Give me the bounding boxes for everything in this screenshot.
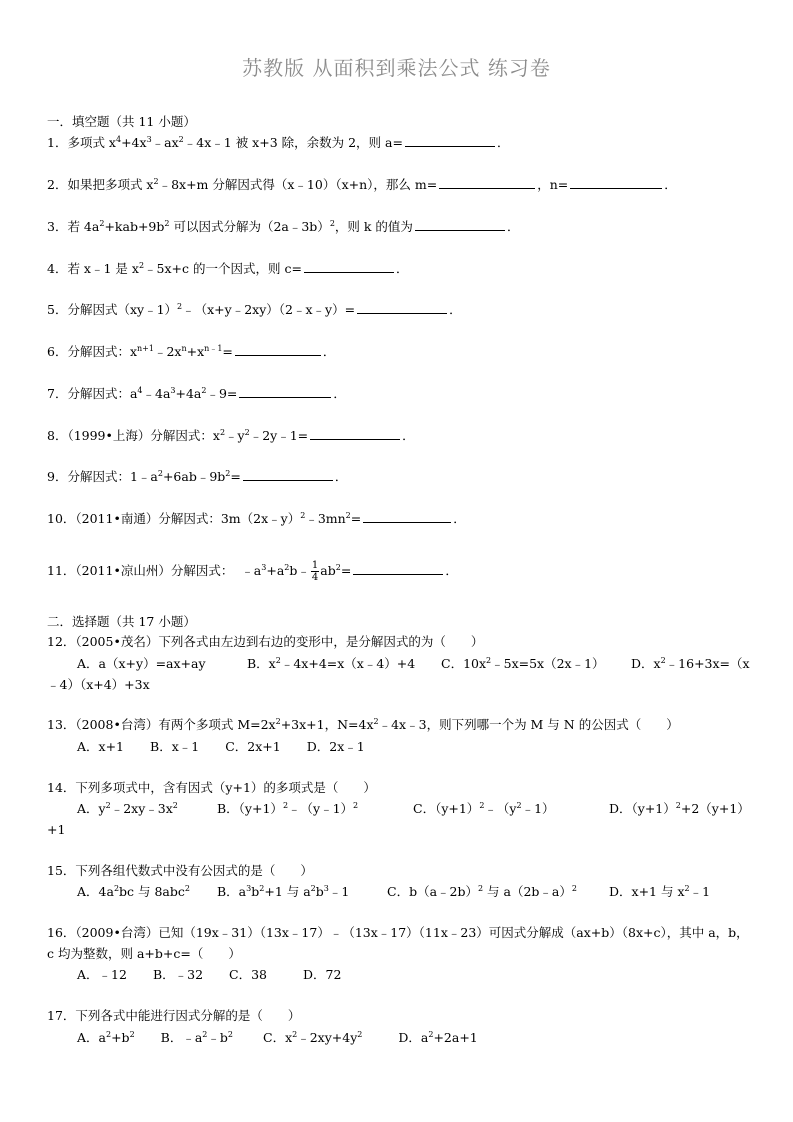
- option-12d: D．$x^2﹣16+3x=(x$: [631, 655, 750, 671]
- option-15b: B．$a^3b^2+1$ 与 $a^2b^3﹣1$: [217, 883, 350, 899]
- option-14d: D．$(y+1)^2+2(y+1)$: [609, 800, 750, 816]
- question-15-options: [77, 884, 710, 900]
- question-11: 11．（2011•凉山州）分解因式： $﹣a^3+a^2b﹣$ $\frac{1}{4}$ $ab^2=$ ．: [47, 560, 458, 583]
- option-15d: D．x+1 与 $x^2﹣1$: [609, 883, 711, 899]
- question-10: 10．（2011•南通）分解因式：$3m(2x﹣y)^2﹣3mn^2=$ ．: [47, 510, 466, 526]
- option-14c: C．$(y+1)^2﹣(y^2﹣1)$: [413, 800, 555, 816]
- question-12-options: [77, 656, 750, 672]
- option-15c: C．b（a﹣2b）$^2$ 与 a（2b﹣a）$^2$: [387, 883, 577, 899]
- question-12: 12．（2005•茂名）下列各式由左边到右边的变形中，是分解因式的为（ ）: [47, 634, 484, 649]
- question-6: 6．分解因式：$x^{n+1}﹣2x^n+x^{n﹣1}=$ ．: [47, 343, 336, 359]
- question-16: 16．（2009•台湾）已知（19x﹣31）（13x﹣17）﹣（13x﹣17）（11x﹣23）可因式分解成（ax+b）（8x+c），其中 a，b，: [47, 925, 749, 940]
- question-15: 15．下列各组代数式中没有公因式的是（ ）: [47, 863, 313, 878]
- question-14: 14．下列多项式中，含有因式（y+1）的多项式是（ ）: [47, 780, 376, 795]
- question-13-options: A．x+1 B．x﹣1 C．2x+1 D．2x﹣1: [77, 739, 365, 754]
- question-5: 5．分解因式（xy﹣1）$^2$﹣（x+y﹣2xy）（2﹣x﹣y）= ．: [47, 301, 462, 317]
- question-9: 9．分解因式：$1﹣a^2+6ab﹣9b^2=$ ．: [47, 468, 348, 484]
- option-12a: A．a（x+y）=ax+ay: [77, 656, 206, 671]
- section-fill-blank: 一．填空题（共 11 小题）: [47, 114, 196, 129]
- option-12d-continued: ﹣4）（x+4）+3x: [47, 677, 150, 692]
- question-3: 3．若 $4a^2+kab+9b^2$ 可以因式分解为（2a﹣3b）$^2$，则 k 的值为 ．: [47, 218, 520, 234]
- question-1: 1．多项式 $x^4+4x^3﹣ax^2﹣4x﹣1$ 被 x+3 除，余数为 2，则 a= ．: [47, 134, 510, 150]
- question-4: 4．若 x﹣1 是 $x^2﹣5x+c$ 的一个因式，则 c= ．: [47, 260, 409, 276]
- question-16-options: A．﹣12 B．﹣32 C．38 D．72: [77, 967, 342, 982]
- page-title: 苏教版 从面积到乘法公式 练习卷: [242, 56, 551, 80]
- option-14b: B．$(y+1)^2﹣(y﹣1)^2$: [217, 800, 359, 816]
- option-14a: A．$y^2﹣2xy﹣3x^2$: [77, 800, 178, 816]
- question-13: 13．（2008•台湾）有两个多项式 $M=2x^2+3x+1$，$N=4x^2﹣4x﹣3$，则下列哪一个为 M 与 N 的公因式（ ）: [47, 716, 679, 732]
- section-choice: 二．选择题（共 17 小题）: [47, 614, 196, 629]
- question-2: 2．如果把多项式 $x^2﹣8x+m$ 分解因式得（x﹣10）（x+n），那么 m= ，n= ．: [47, 176, 677, 192]
- question-17: 17．下列各式中能进行因式分解的是（ ）: [47, 1008, 301, 1023]
- option-14d-continued: +1: [47, 822, 66, 837]
- question-8: 8．（1999•上海）分解因式：$x^2﹣y^2﹣2y﹣1=$ ．: [47, 427, 415, 443]
- question-7: 7．分解因式：$a^4﹣4a^3+4a^2﹣9=$ ．: [47, 385, 346, 401]
- option-12b: B．$x^2﹣4x+4=x(x﹣4)+4$: [247, 655, 416, 671]
- option-12c: C．$10x^2﹣5x=5x(2x﹣1)$: [441, 655, 605, 671]
- option-15a: A．$4a^2bc$ 与 8abc$^2$: [77, 883, 190, 899]
- question-14-options: [77, 801, 750, 817]
- question-17-options: A．$a^2+b^2$ B．$﹣a^2﹣b^2$ C．$x^2﹣2xy+4y^2$ D．$a^2+2a+1$: [77, 1029, 478, 1045]
- question-16-continued: c 均为整数，则 a+b+c=（ ）: [47, 946, 241, 961]
